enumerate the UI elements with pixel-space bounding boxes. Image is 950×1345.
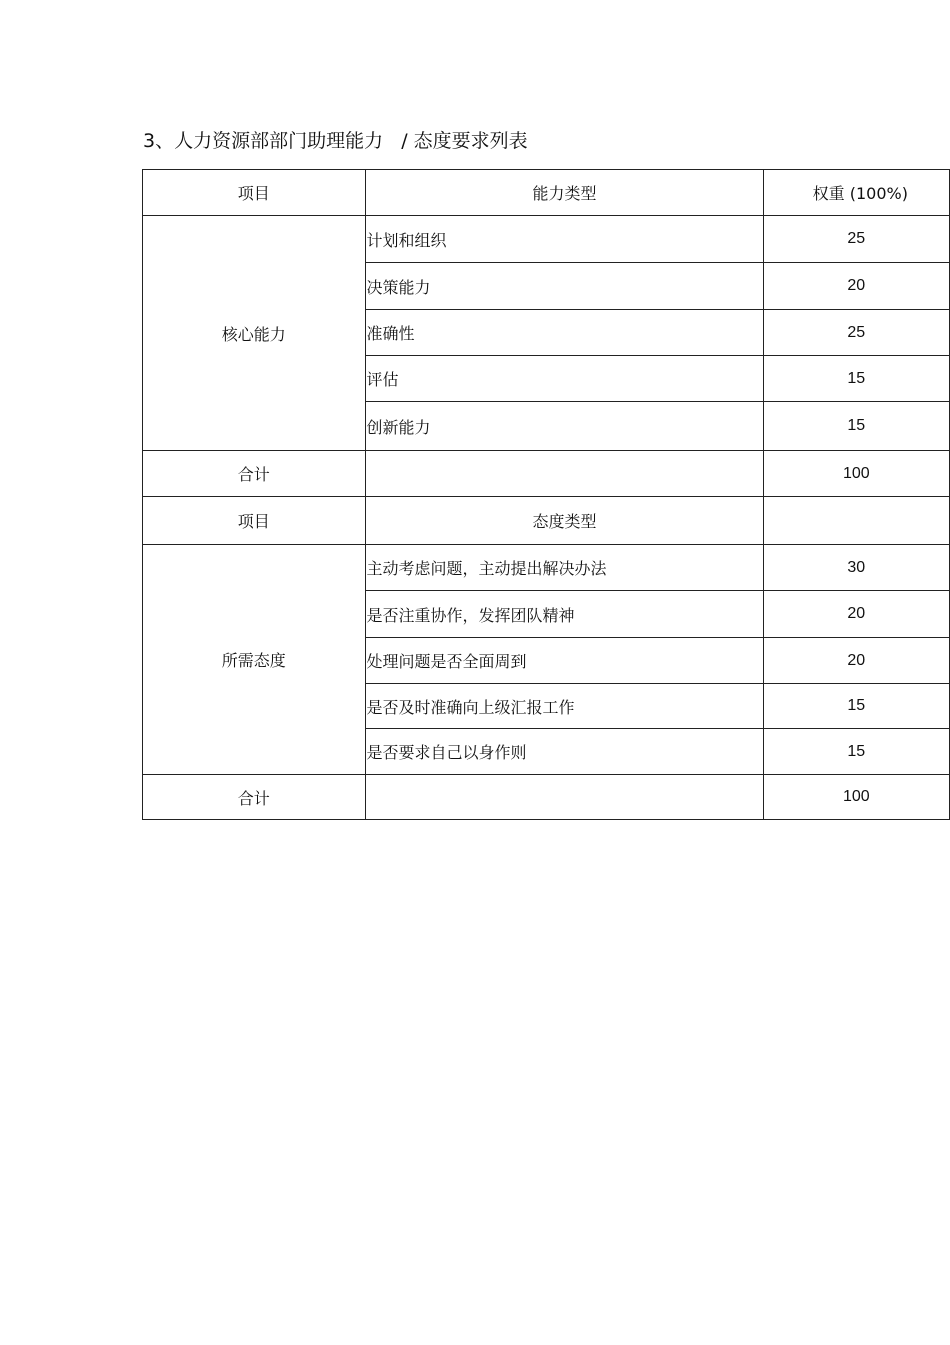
attitude-type-cell: 主动考虑问题，主动提出解决办法	[365, 545, 763, 591]
total-label: 合计	[143, 451, 366, 497]
attitude-label: 所需态度	[143, 545, 366, 775]
header-weight-empty	[763, 497, 949, 545]
attitude-header-row	[143, 497, 950, 545]
attitude-type-cell: 是否及时准确向上级汇报工作	[365, 684, 763, 729]
table-total-row	[143, 775, 950, 820]
table-header-row	[143, 170, 950, 216]
ability-type-cell: 创新能力	[365, 402, 763, 451]
header-ability-type: 能力类型	[365, 170, 763, 216]
attitude-type-cell: 是否注重协作，发挥团队精神	[365, 591, 763, 638]
weight-cell: 15	[763, 356, 949, 402]
weight-cell: 30	[763, 545, 949, 591]
weight-cell: 20	[763, 638, 949, 684]
weight-cell: 15	[763, 729, 949, 775]
total-value: 100	[763, 775, 949, 820]
table-row	[143, 216, 950, 263]
table-total-row	[143, 451, 950, 497]
total-label: 合计	[143, 775, 366, 820]
attitude-type-cell: 处理问题是否全面周到	[365, 638, 763, 684]
header-item: 项目	[143, 497, 366, 545]
table-row	[143, 545, 950, 591]
core-ability-label: 核心能力	[143, 216, 366, 451]
weight-cell: 25	[763, 310, 949, 356]
ability-type-cell: 评估	[365, 356, 763, 402]
attitude-type-cell: 是否要求自己以身作则	[365, 729, 763, 775]
weight-cell: 20	[763, 263, 949, 310]
ability-type-cell: 准确性	[365, 310, 763, 356]
total-empty-cell	[365, 451, 763, 497]
header-item: 项目	[143, 170, 366, 216]
requirements-table	[142, 169, 950, 820]
weight-cell: 15	[763, 402, 949, 451]
total-value: 100	[763, 451, 949, 497]
weight-cell: 20	[763, 591, 949, 638]
ability-type-cell: 决策能力	[365, 263, 763, 310]
page-title: 3、人力资源部部门助理能力 / 态度要求列表	[143, 130, 528, 152]
weight-cell: 25	[763, 216, 949, 263]
header-attitude-type: 态度类型	[365, 497, 763, 545]
ability-type-cell: 计划和组织	[365, 216, 763, 263]
total-empty-cell	[365, 775, 763, 820]
weight-cell: 15	[763, 684, 949, 729]
header-weight: 权重 (100%)	[763, 170, 949, 216]
